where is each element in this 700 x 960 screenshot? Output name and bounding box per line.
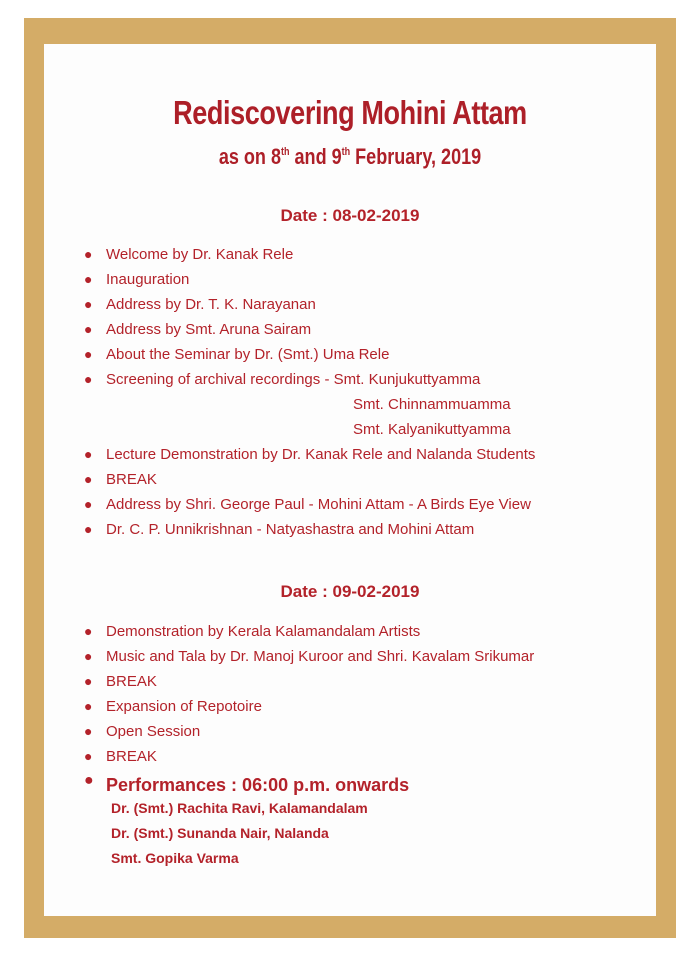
list-item <box>84 467 535 492</box>
performances-text: Performances : 06:00 p.m. onwards <box>106 775 410 795</box>
list-item-text: Inauguration <box>106 271 190 288</box>
day2-date-heading: Date : 09-02-2019 <box>280 582 420 601</box>
list-item-text: BREAK <box>106 673 157 690</box>
day2-agenda-list <box>84 619 535 801</box>
bullet-icon: ● <box>84 371 93 387</box>
performer-name: Smt. Gopika Varma <box>111 850 239 866</box>
bullet-icon: ● <box>84 271 93 287</box>
list-item-text: Dr. C. P. Unnikrishnan - Natyashastra and Mohini Attam <box>106 521 475 538</box>
performer-name: Dr. (Smt.) Sunanda Nair, Nalanda <box>111 825 329 841</box>
bullet-icon: ● <box>84 648 93 664</box>
list-item <box>84 619 534 644</box>
list-item <box>84 492 535 517</box>
page-subtitle <box>99 144 601 170</box>
list-item-text: Welcome by Dr. Kanak Rele <box>106 246 294 263</box>
subtitle-suffix: February, 2019 <box>350 144 482 169</box>
performer-name: Dr. (Smt.) Rachita Ravi, Kalamandalam <box>111 800 368 816</box>
list-item <box>84 669 534 694</box>
bullet-icon: ● <box>84 698 93 714</box>
programme-card <box>44 44 656 916</box>
bullet-icon: ● <box>84 321 93 337</box>
page-title: Rediscovering Mohini Attam <box>173 94 527 131</box>
list-item <box>84 242 535 267</box>
subtitle-sup-second: th <box>341 146 351 158</box>
day1-agenda-list <box>84 242 536 542</box>
bullet-icon: ● <box>84 521 93 537</box>
bullet-icon: ● <box>84 446 93 462</box>
list-item <box>84 367 535 392</box>
performers-list <box>111 796 368 871</box>
bullet-icon: ● <box>84 723 93 739</box>
list-item <box>84 342 535 367</box>
list-item-text: Smt. Kalyanikuttyamma <box>353 421 511 438</box>
list-item <box>84 267 535 292</box>
subtitle-prefix: as on 8 <box>218 144 281 169</box>
list-item-text: Address by Dr. T. K. Narayanan <box>106 296 316 313</box>
bullet-icon: ● <box>84 246 93 262</box>
list-item <box>84 292 535 317</box>
bullet-icon: ● <box>84 673 93 689</box>
list-item <box>84 694 534 719</box>
day1-date-heading: Date : 08-02-2019 <box>280 206 420 225</box>
bullet-icon: ● <box>84 346 93 362</box>
list-item <box>84 517 535 542</box>
list-item <box>84 442 536 467</box>
list-item-text: Lecture Demonstration by Dr. Kanak Rele and Nalanda Students <box>106 446 536 463</box>
list-item-continuation <box>106 417 535 442</box>
subtitle-sup-first: th <box>280 146 290 158</box>
list-item-text: Open Session <box>106 723 201 740</box>
bullet-icon: ● <box>84 471 93 487</box>
list-item-text: Music and Tala by Dr. Manoj Kuroor and Shri. Kavalam Srikumar <box>106 648 535 665</box>
list-item <box>84 744 534 769</box>
list-item-text: BREAK <box>106 748 157 765</box>
list-item <box>84 317 535 342</box>
list-item-text: BREAK <box>106 471 157 488</box>
list-item <box>84 644 535 669</box>
subtitle-middle: and 9 <box>289 144 342 169</box>
bullet-icon: ● <box>84 296 93 312</box>
list-item-text: Address by Shri. George Paul - Mohini Attam - A Birds Eye View <box>106 496 531 513</box>
list-item-text: Smt. Chinnammuamma <box>353 396 511 413</box>
list-item-text: Screening of archival recordings - Smt. Kunjukuttyamma <box>106 371 481 388</box>
bullet-icon: ● <box>84 623 93 639</box>
bullet-icon: ● <box>84 748 93 764</box>
list-item <box>84 719 534 744</box>
bullet-icon: ● <box>84 496 93 512</box>
list-item-text: About the Seminar by Dr. (Smt.) Uma Rele <box>106 346 390 363</box>
bullet-icon: ● <box>84 772 94 789</box>
list-item-text: Address by Smt. Aruna Sairam <box>106 321 312 338</box>
list-item-text: Demonstration by Kerala Kalamandalam Artists <box>106 623 421 640</box>
list-item-text: Expansion of Repotoire <box>106 698 262 715</box>
list-item-continuation <box>106 392 535 417</box>
